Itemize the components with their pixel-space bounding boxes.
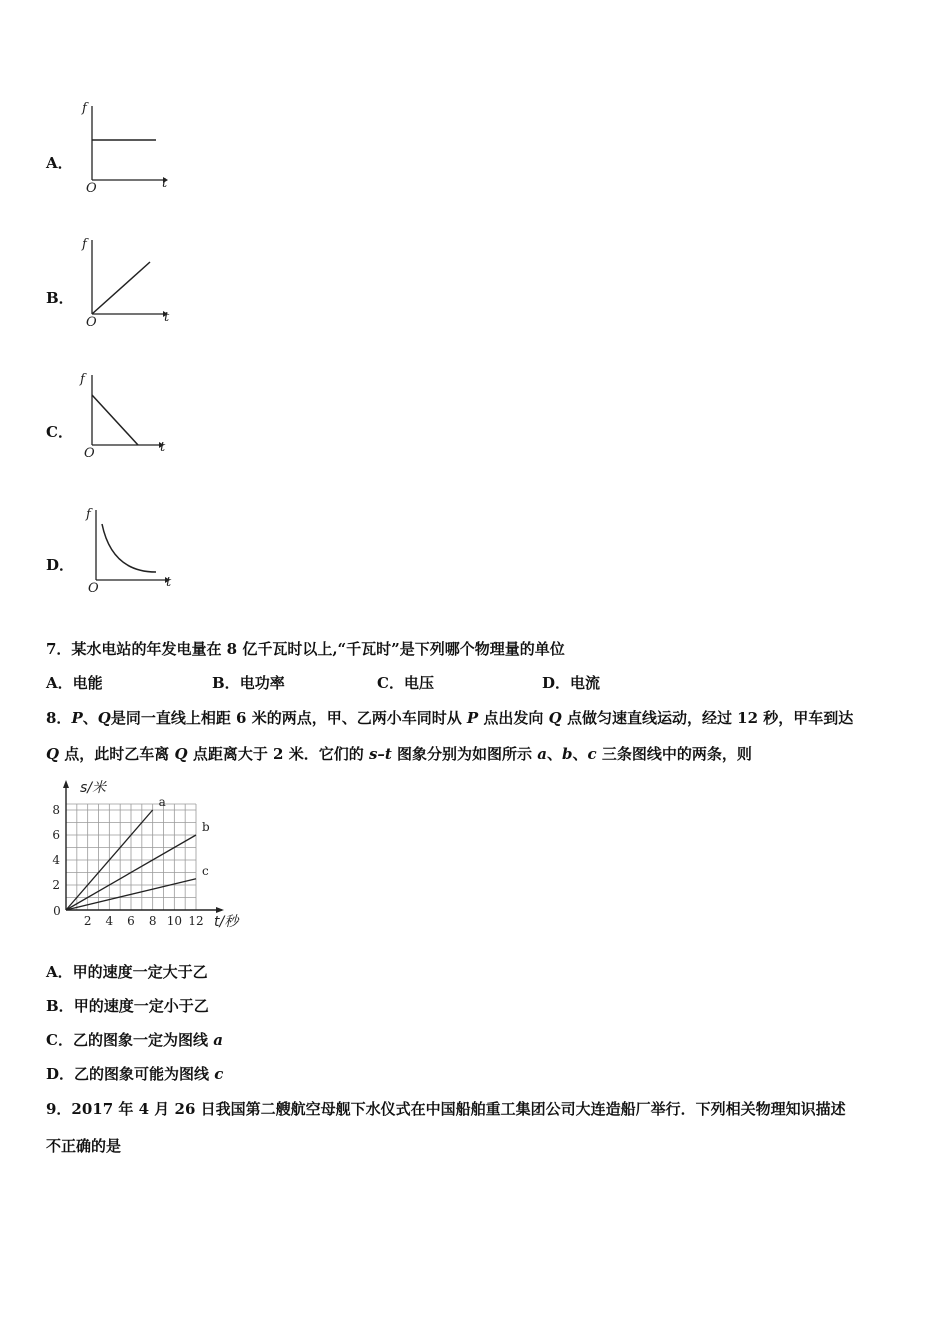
st-chart-ylabel: s/米: [80, 780, 107, 796]
st-chart-axes: [63, 780, 224, 913]
origin-label: O: [86, 315, 97, 330]
axis-y-label: f: [82, 237, 87, 252]
y-tick-label: 6: [52, 828, 60, 842]
series-label-b: b: [202, 820, 210, 834]
y-tick-label: 8: [52, 803, 60, 817]
q8-stem-line2: Q 点，此时乙车离 Q 点距离大于 2 米．它们的 s–t 图象分别为如图所示 a、b、c 三条图线中的两条，则: [46, 745, 752, 763]
x-tick-label: 6: [127, 914, 135, 928]
q7-choice-b: B．电功率: [212, 674, 285, 692]
graph-c-decreasing: [70, 367, 180, 465]
q7-stem: 7．某水电站的年发电量在 8 亿千瓦时以上,“千瓦时”是下列哪个物理量的单位: [46, 640, 565, 658]
origin-label: O: [84, 446, 95, 461]
axis-x-label: t: [166, 575, 172, 590]
option-c-label: C．: [46, 423, 73, 441]
origin-label: O: [86, 181, 97, 196]
x-axis-arrow: [216, 907, 224, 913]
series-label-c: c: [202, 863, 209, 878]
axis-x-label: t: [164, 310, 170, 325]
axis-y-label: f: [82, 101, 87, 116]
graph-b-increasing: [70, 232, 180, 330]
st-chart-ticks: [52, 803, 203, 928]
q9-stem-line2: 不正确的是: [46, 1137, 122, 1155]
graph-a-constant: [70, 98, 180, 196]
q8-stem-line1: 8．P、Q是同一直线上相距 6 米的两点，甲、乙两小车同时从 P 点出发向 Q 点做匀速直线运动，经过 12 秒，甲车到达: [46, 709, 854, 727]
q8-choice-d: D．乙的图象可能为图线 c: [46, 1065, 224, 1083]
q7-choice-a: A．电能: [46, 674, 103, 692]
option-b-label: B．: [46, 289, 74, 307]
x-tick-label: 0: [53, 904, 61, 918]
q7-choice-d: D．电流: [542, 674, 601, 692]
axis-x-label: t: [160, 440, 166, 455]
y-tick-label: 2: [52, 878, 60, 892]
x-tick-label: 2: [83, 914, 92, 928]
x-tick-label: 12: [188, 914, 204, 928]
origin-label: O: [88, 581, 99, 596]
q9-stem-line1: 9．2017 年 4 月 26 日我国第二艘航空母舰下水仪式在中国船舶重工集团公司大连造船厂举行．下列相关物理知识描述: [46, 1100, 846, 1118]
series-label-a: a: [158, 795, 166, 809]
axis-y-label: f: [80, 372, 85, 387]
graph-d-curve: [70, 502, 180, 600]
option-d-label: D．: [46, 556, 75, 574]
st-chart-xlabel: t/秒: [214, 914, 239, 930]
y-tick-label: 4: [52, 853, 60, 867]
st-chart: [44, 776, 256, 932]
x-tick-label: 8: [148, 914, 157, 928]
x-tick-label: 4: [105, 914, 114, 928]
y-axis-arrow: [63, 780, 69, 788]
option-a-label: A．: [46, 154, 73, 172]
q8-choice-b: B．甲的速度一定小于乙: [46, 997, 209, 1015]
axis-x-label: t: [162, 176, 168, 191]
q7-choice-c: C．电压: [377, 674, 434, 692]
axis-y-label: f: [86, 507, 91, 522]
x-tick-label: 10: [166, 914, 182, 928]
q8-choice-c: C．乙的图象一定为图线 a: [46, 1031, 223, 1049]
q8-choice-a: A．甲的速度一定大于乙: [46, 963, 208, 981]
